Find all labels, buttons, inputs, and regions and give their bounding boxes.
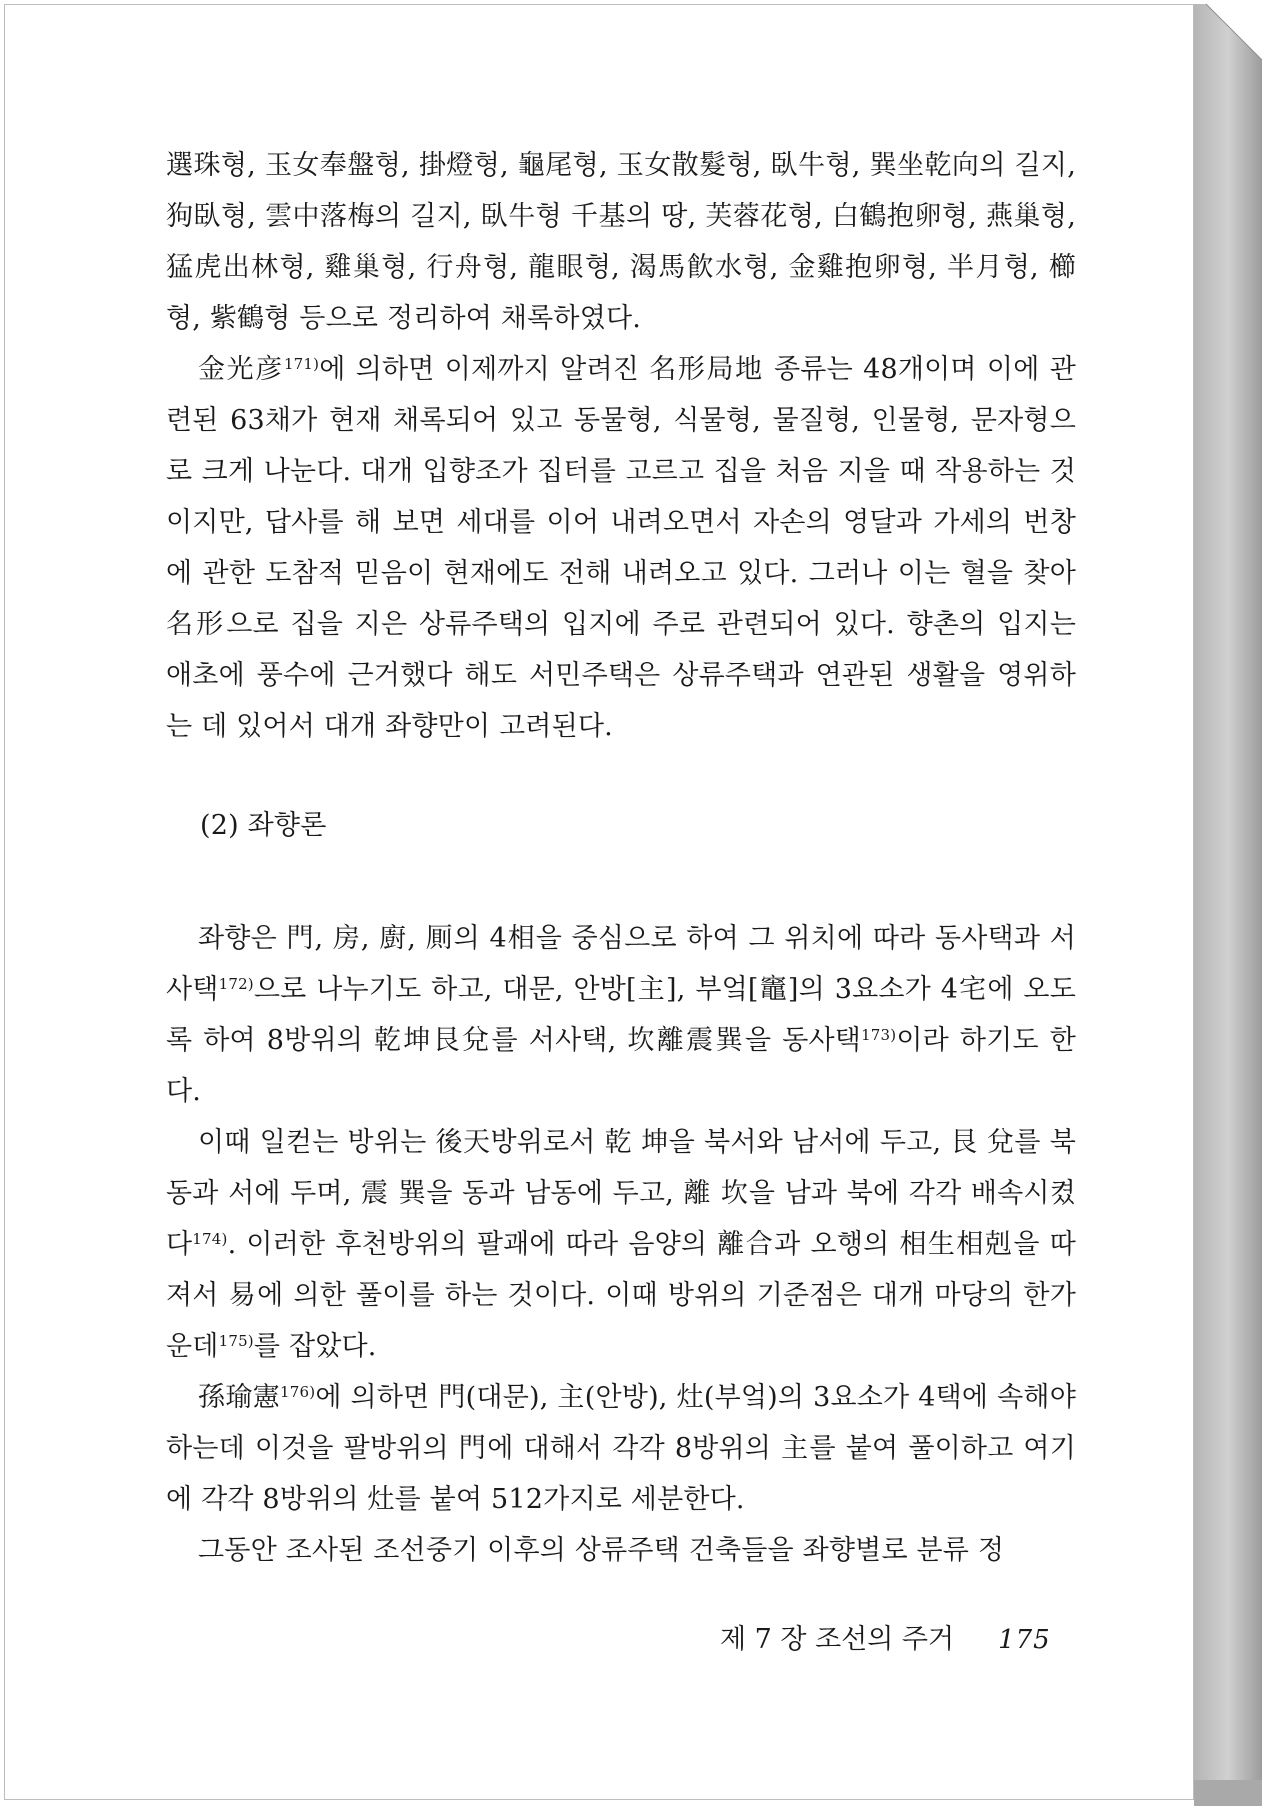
section-heading: (2) 좌향론 bbox=[200, 810, 327, 841]
paragraph-text: 에 의하면 門(대문), 主(안방), 灶(부엌)의 3요소가 4택에 속해야 하는데 이것을 팔방위의 門에 대해서 각각 8방위의 主를 붙여 풀이하고 여기에 각각 8방위의 灶를 붙여 512가지로 세분한다. bbox=[166, 1382, 1076, 1515]
paragraph-text: 으로 나누기도 하고, 대문, 안방[主], 부엌[竈]의 3요소가 4宅에 오도록 하여 8방위의 乾坤艮兌를 서사택, 坎離震巽을 동사택 bbox=[166, 974, 1076, 1056]
paragraph-text: 그동안 조사된 조선중기 이후의 상류주택 건축들을 좌향별로 분류 정 bbox=[198, 1535, 1005, 1566]
paragraph-text: 를 잡았다. bbox=[253, 1331, 377, 1362]
paragraph-direction bbox=[166, 1117, 1076, 1372]
paragraph-survey bbox=[166, 1525, 1076, 1576]
author-name: 孫瑜憲 bbox=[198, 1382, 281, 1413]
footnote-ref-174[interactable]: 174) bbox=[192, 1230, 228, 1248]
paragraph-son-yuheon bbox=[166, 1372, 1076, 1525]
paragraph-text: 이때 일컫는 방위는 後天방위로서 乾 坤을 북서와 남서에 두고, 艮 兌를 북동과 서에 두며, 震 巽을 동과 남동에 두고, 離 坎을 남과 북에 각각 배속시켰다 bbox=[166, 1127, 1076, 1260]
paragraph-kim-kwangeon bbox=[166, 344, 1076, 752]
author-name: 金光彦 bbox=[198, 354, 284, 385]
paragraph-text: 選珠형, 玉女奉盤형, 掛燈형, 龜尾형, 玉女散髮형, 臥牛형, 巽坐乾向의 길지, 狗臥형, 雲中落梅의 길지, 臥牛형 千基의 땅, 芙蓉花형, 白鶴抱卵형, 燕巢형, 猛虎出林형, 雞巢형, 行舟형, 龍眼형, 渴馬飮水형, 金雞抱卵형, 半月형, 櫛형, 紫鶴형 등으로 정리하여 채록하였다. bbox=[166, 150, 1076, 334]
footnote-ref-173[interactable]: 173) bbox=[861, 1026, 897, 1044]
footnote-ref-176[interactable]: 176) bbox=[280, 1383, 316, 1401]
chapter-title: 제 7 장 조선의 주거 bbox=[720, 1624, 955, 1655]
footnote-ref-175[interactable]: 175) bbox=[218, 1332, 254, 1350]
paragraph-text: 에 의하면 이제까지 알려진 名形局地 종류는 48개이며 이에 관련된 63채가 현재 채록되어 있고 동물형, 식물형, 물질형, 인물형, 문자형으로 크게 나눈다. 대개 입향조가 집터를 고르고 집을 처음 지을 때 작용하는 것이지만, 답사를 해 보면 세대를 이어 내려오면서 자손의 영달과 가세의 번창에 관한 도참적 믿음이 현재에도 전해 내려오고 있다. 그러나 이는 혈을 찾아 名形으로 집을 지은 상류주택의 입지에 주로 관련되어 있다. 향촌의 입지는 애초에 풍수에 근거했다 해도 서민주택은 상류주택과 연관된 생활을 영위하는 데 있어서 대개 좌향만이 고려된다. bbox=[166, 354, 1076, 742]
paragraph-text: 이라 하기도 한다. bbox=[166, 1025, 1076, 1107]
page-body bbox=[166, 140, 1076, 1576]
footnote-ref-171[interactable]: 171) bbox=[283, 355, 320, 373]
paragraph-text: 좌향은 門, 房, 廚, 厠의 4相을 중심으로 하여 그 위치에 따라 동사택과 서사택 bbox=[166, 923, 1076, 1005]
page-footer bbox=[720, 1622, 1051, 1658]
footnote-ref-172[interactable]: 172) bbox=[218, 975, 254, 993]
page-number: 175 bbox=[998, 1625, 1051, 1655]
paragraph-name-list bbox=[166, 140, 1076, 344]
paragraph-text: . 이러한 후천방위의 팔괘에 따라 음양의 離合과 오행의 相生相剋을 따져서 易에 의한 풀이를 하는 것이다. 이때 방위의 기준점은 대개 마당의 한가운데 bbox=[166, 1229, 1076, 1362]
paragraph-jwahyang bbox=[166, 913, 1076, 1117]
